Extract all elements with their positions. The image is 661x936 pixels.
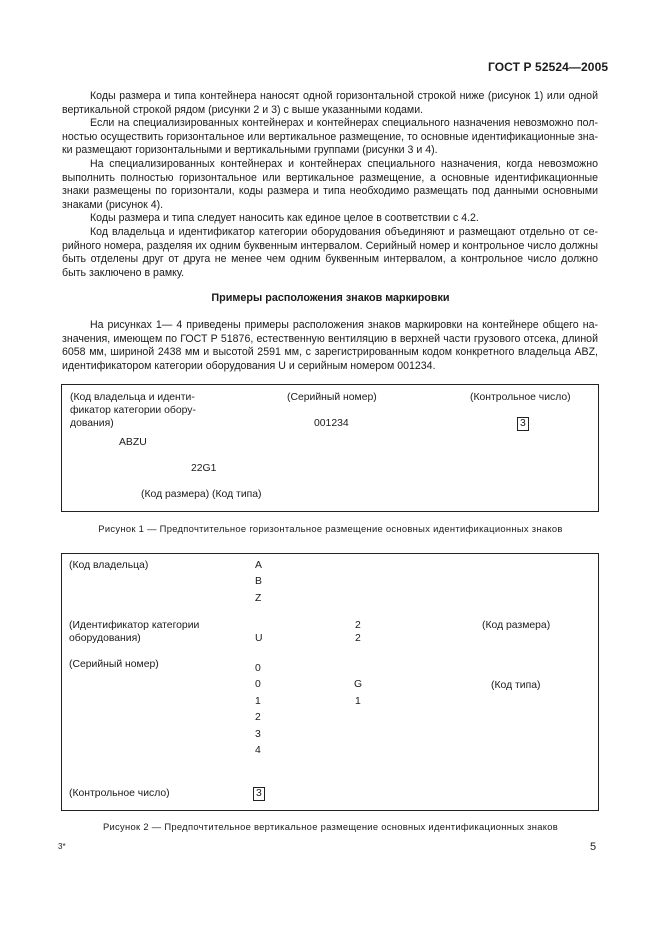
page-number: 5 [590,841,597,853]
serial-char: 0 [255,679,261,690]
document-id: ГОСТ Р 52524—2005 [488,60,609,74]
size-char: 2 [355,620,361,631]
owner-char: Z [255,593,262,604]
check-digit-label: (Контрольное число) [69,788,170,799]
figure-2-frame [61,553,599,811]
check-digit-label: (Контрольное число) [470,392,571,403]
paragraph: Коды размера и типа следует наносить как единое целое в соответствии с 4.2. [90,212,479,225]
body-text [62,90,598,280]
category-char: U [255,633,263,644]
figure-2-caption: Рисунок 2 — Предпочтительное вертикальное размещение основных идентификационных знаков [102,821,559,832]
serial-number-value: 001234 [314,418,349,429]
figure-1-frame [61,384,599,512]
size-type-value: 22G1 [191,463,217,474]
serial-char: 2 [255,712,261,723]
size-type-label: (Код размера) (Код типа) [141,489,262,500]
serial-char: 3 [255,729,261,740]
check-digit-box: 3 [253,787,265,801]
paragraph: На специализированных контейнерах и контейнерах специального назначения, когда невозможно выполнить полностью горизонтальное или вертикальное размещение, а основные идентификационные знаки размещены по горизонтали, коды размера и типа необходимо размещать под данными основными знаками (рисунок 4). [62,157,598,211]
size-code-label: (Код размера) [482,620,551,631]
type-char: 1 [355,696,361,707]
category-label-line1: (Идентификатор категории [69,620,200,631]
paragraph: Коды размера и типа контейнера наносят одной горизонтальной строкой ниже (рисунок 1) или одной вертикальной строкой рядом (рисунки 2 и 3) с выше указанными кодами. [62,90,598,116]
serial-number-label: (Серийный номер) [69,659,159,670]
serial-number-label: (Серийный номер) [287,392,377,403]
serial-char: 4 [255,745,261,756]
owner-category-label-line1: (Код владельца и иденти- [70,392,195,403]
size-char: 2 [355,633,361,644]
owner-code-label: (Код владельца) [69,560,149,571]
owner-category-label-line2: фикатор категории обору- [70,405,196,416]
owner-char: B [255,576,262,587]
intro-text [62,319,598,373]
type-char: G [354,679,363,690]
figure-1-caption: Рисунок 1 — Предпочтительное горизонтальное размещение основных идентификационных знаков [98,523,563,534]
paragraph: Если на специализированных контейнерах и контейнерах специального назначения невозможно полностью осуществить горизонтальное или вертикальное размещение, то основные идентификационные знаки размещают горизонтальными и вертикальными группами (рисунки 3 и 4). [62,117,598,157]
owner-char: A [255,560,262,571]
footnote-mark: 3* [58,842,66,851]
type-code-label: (Код типа) [491,680,541,691]
section-title: Примеры расположения знаков маркировки [211,292,450,304]
intro-paragraph: На рисунках 1— 4 приведены примеры расположения знаков маркировки на контейнере общего назначения, имеющем по ГОСТ Р 51876, естественную вентиляцию в верхней части грузового отсека, длиной 6058 мм, шириной 2438 мм и высотой 2591 мм, с зарегистрированным кодом конкретного владельца ABZ, идентификатором категории оборудования U и серийным номером 001234. [62,319,598,372]
category-label-line2: оборудования) [69,633,141,644]
owner-code-value: ABZU [119,437,147,448]
serial-char: 1 [255,696,261,707]
owner-category-label-line3: дования) [70,418,114,429]
check-digit-box: 3 [517,417,529,431]
paragraph: Код владельца и идентификатор категории оборудования объединяют и размещают отдельно от серийного номера, разделяя их одним буквенным интервалом. Серийный номер и контрольное число должны быть отделены друг от друга не менее чем одним буквенным интервалом, а контрольное число должно быть заключено в рамку. [62,225,598,279]
serial-char: 0 [255,663,261,674]
